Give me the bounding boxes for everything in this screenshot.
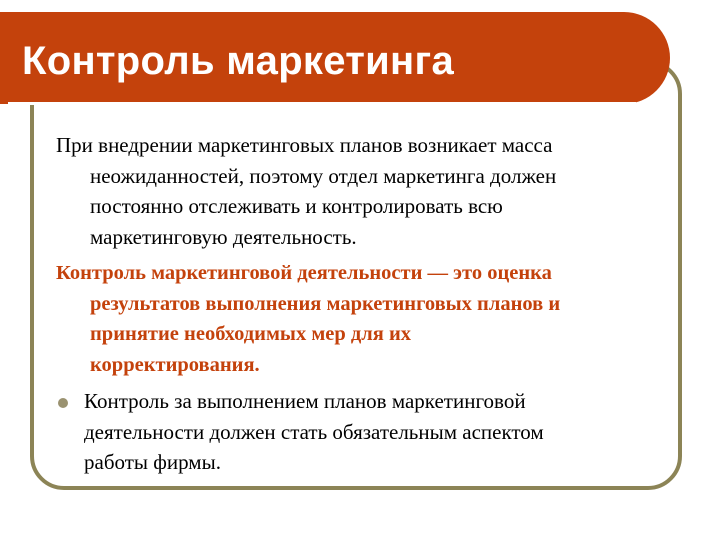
definition-line: принятие необходимых мер для их <box>90 323 412 345</box>
definition-paragraph <box>56 258 668 380</box>
slide-title: Контроль маркетинга <box>22 39 455 83</box>
title-bar <box>0 12 670 104</box>
intro-line: маркетинговую деятельность. <box>90 224 357 249</box>
round-bullet-icon <box>58 398 68 408</box>
bullet-line: работы фирмы. <box>84 450 221 474</box>
bullet-item <box>56 386 668 478</box>
intro-paragraph <box>56 130 668 252</box>
intro-line: При внедрении маркетинговых планов возникает масса <box>56 133 553 157</box>
definition-line: корректирования. <box>90 353 260 376</box>
definition-line: Контроль маркетинговой деятельности — это оценка <box>56 262 552 284</box>
definition-line: результатов выполнения маркетинговых планов и <box>90 292 561 315</box>
bullet-line: деятельности должен стать обязательным аспектом <box>84 419 544 444</box>
intro-line: неожиданностей, поэтому отдел маркетинга должен <box>90 163 557 188</box>
slide-body <box>56 130 668 484</box>
title-underline <box>8 102 636 105</box>
bullet-line: Контроль за выполнением планов маркетинговой <box>84 389 526 413</box>
intro-line: постоянно отслеживать и контролировать всю <box>90 194 503 218</box>
